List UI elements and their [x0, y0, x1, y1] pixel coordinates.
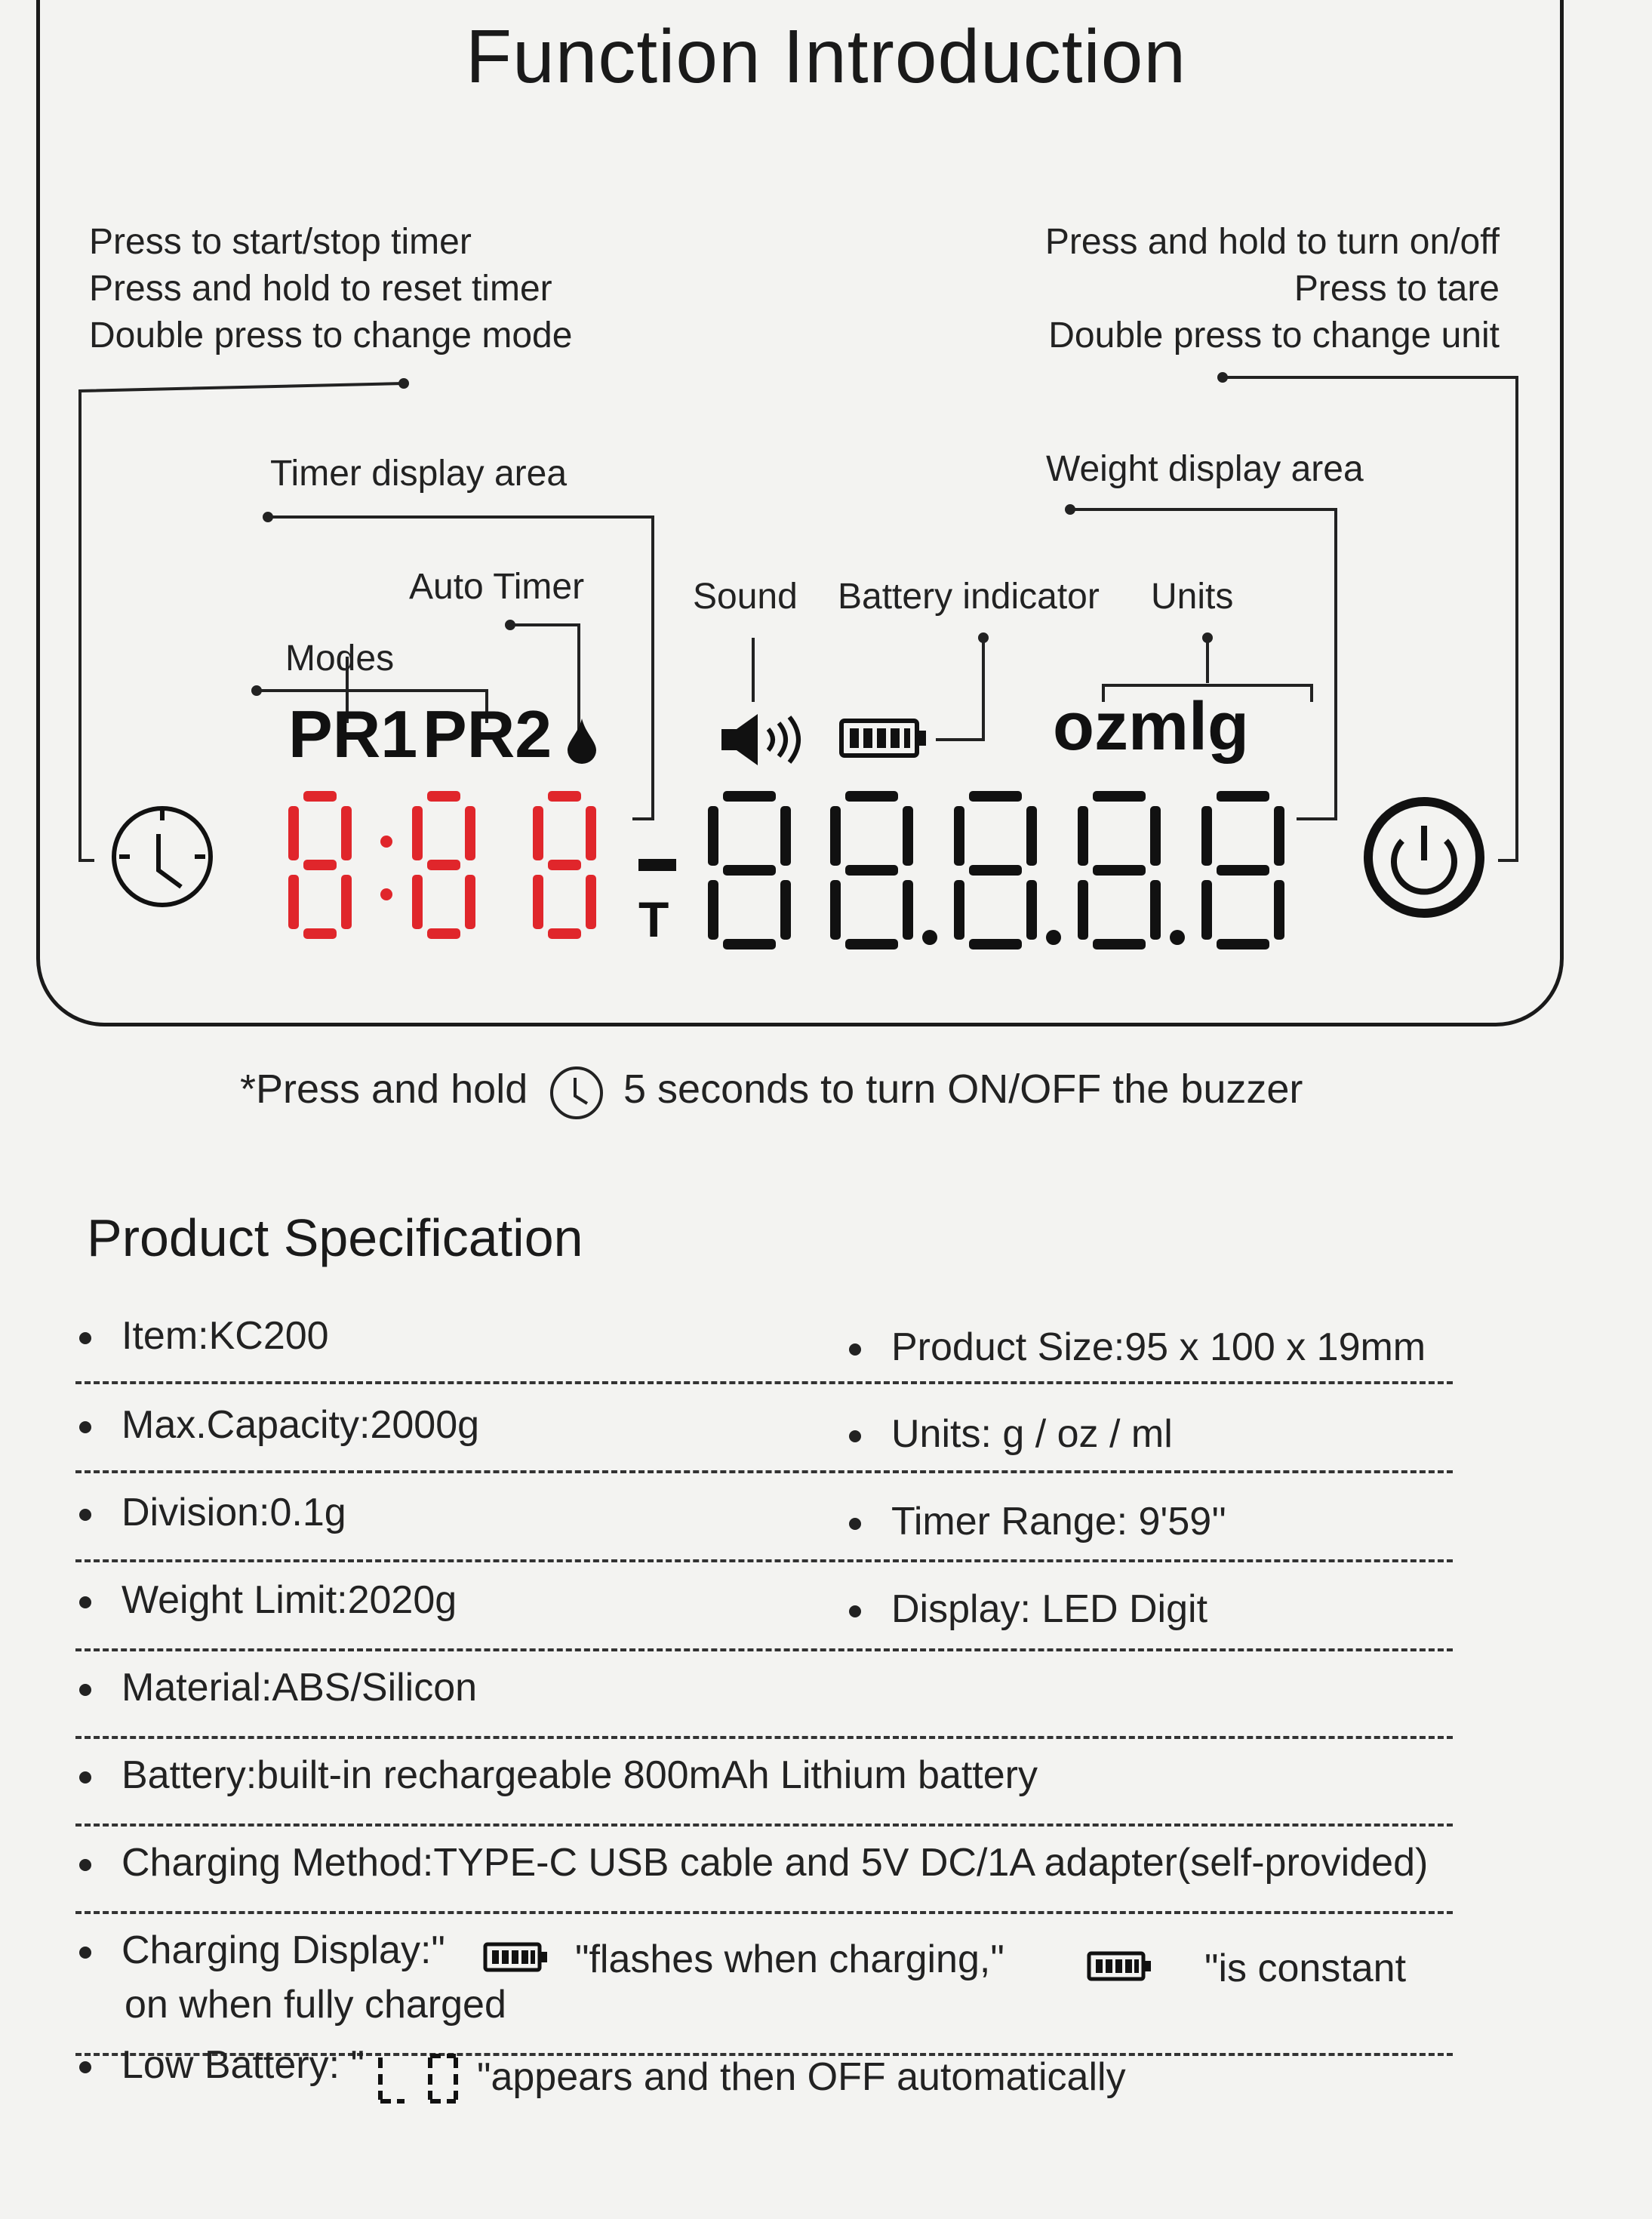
battery-full-icon: [1087, 1950, 1155, 1984]
low-battery-suffix: "appears and then OFF automatically: [477, 2055, 1126, 2099]
sound-label: Sound: [693, 577, 798, 617]
weight-digit: [1078, 791, 1161, 949]
units-label: Units: [1151, 577, 1234, 617]
spec-item: Product Size:95 x 100 x 19mm: [849, 1325, 1426, 1370]
dashed-divider: [75, 1470, 1453, 1473]
clock-icon: [548, 1064, 605, 1122]
weight-digit: [830, 791, 913, 949]
spec-item: Battery:built-in rechargeable 800mAh Lithium battery: [79, 1753, 1038, 1798]
decimal-dot: [922, 930, 937, 945]
battery-full-icon: [483, 1941, 551, 1974]
low-battery-segment-icon: [374, 2053, 465, 2106]
spec-item: Charging Method:TYPE-C USB cable and 5V DC/1A adapter(self-provided): [79, 1840, 1428, 1885]
note-line: Press and hold to reset timer: [89, 269, 552, 309]
dashed-divider: [75, 1559, 1453, 1562]
charging-line2: on when fully charged: [125, 1983, 506, 2027]
spec-item: Display: LED Digit: [849, 1587, 1207, 1632]
charging-suffix: "is constant: [1204, 1947, 1407, 1990]
spec-item-low-battery: Low Battery: ": [79, 2042, 365, 2088]
weight-digit: [1201, 791, 1284, 949]
timer-digit: [412, 791, 475, 939]
decimal-dot: [1046, 930, 1061, 945]
dashed-divider: [75, 1381, 1453, 1384]
timer-colon-dot: [380, 836, 392, 848]
mode-pr2: PR2: [423, 697, 552, 771]
timer-colon-dot: [380, 888, 392, 900]
decimal-dot: [1170, 930, 1185, 945]
seven-segment-display: [0, 770, 1652, 966]
charging-middle: "flashes when charging,": [575, 1937, 1004, 1981]
dashed-divider: [75, 1911, 1453, 1914]
spec-item: Max.Capacity:2000g: [79, 1402, 479, 1448]
section-title: Product Specification: [87, 1208, 583, 1267]
note-line: Press to start/stop timer: [89, 222, 472, 262]
spec-item: Timer Range: 9'59'': [849, 1499, 1226, 1544]
dashed-divider: [75, 1736, 1453, 1739]
spec-item: Units: g / oz / ml: [849, 1411, 1173, 1457]
weight-digit: [954, 791, 1037, 949]
spec-item: Material:ABS/Silicon: [79, 1665, 477, 1710]
page-title: Function Introduction: [466, 14, 1186, 99]
spec-item-charging: Charging Display:": [79, 1928, 445, 1973]
units-indicator: ozmlg: [1053, 689, 1249, 765]
battery-full-icon: [839, 719, 930, 758]
buzzer-note-prefix: *Press and hold: [240, 1066, 528, 1112]
note-line: Press to tare: [1294, 269, 1500, 309]
note-line: Double press to change mode: [89, 315, 573, 355]
speaker-icon: [718, 711, 809, 768]
timer-digit: [533, 791, 596, 939]
weight-digit: [708, 791, 791, 949]
spec-item: Division:0.1g: [79, 1490, 346, 1535]
note-line: Press and hold to turn on/off: [1044, 222, 1500, 262]
note-line: Double press to change unit: [1048, 315, 1500, 355]
weight-display-area-label: Weight display area: [1046, 449, 1364, 489]
drop-icon: [565, 717, 599, 764]
dashed-divider: [75, 1824, 1453, 1827]
spec-item: Weight Limit:2020g: [79, 1577, 457, 1623]
modes-label: Modes: [285, 639, 395, 679]
spec-item: Item:KC200: [79, 1313, 329, 1359]
mode-pr1: PR1: [288, 697, 418, 771]
buzzer-note-suffix: 5 seconds to turn ON/OFF the buzzer: [623, 1066, 1303, 1112]
tare-mark: T: [638, 891, 669, 947]
battery-indicator-label: Battery indicator: [838, 577, 1100, 617]
auto-timer-label: Auto Timer: [409, 567, 585, 607]
dashed-divider: [75, 1648, 1453, 1651]
timer-display-area-label: Timer display area: [270, 454, 568, 494]
minus-sign: [638, 859, 676, 871]
timer-digit: [288, 791, 352, 939]
